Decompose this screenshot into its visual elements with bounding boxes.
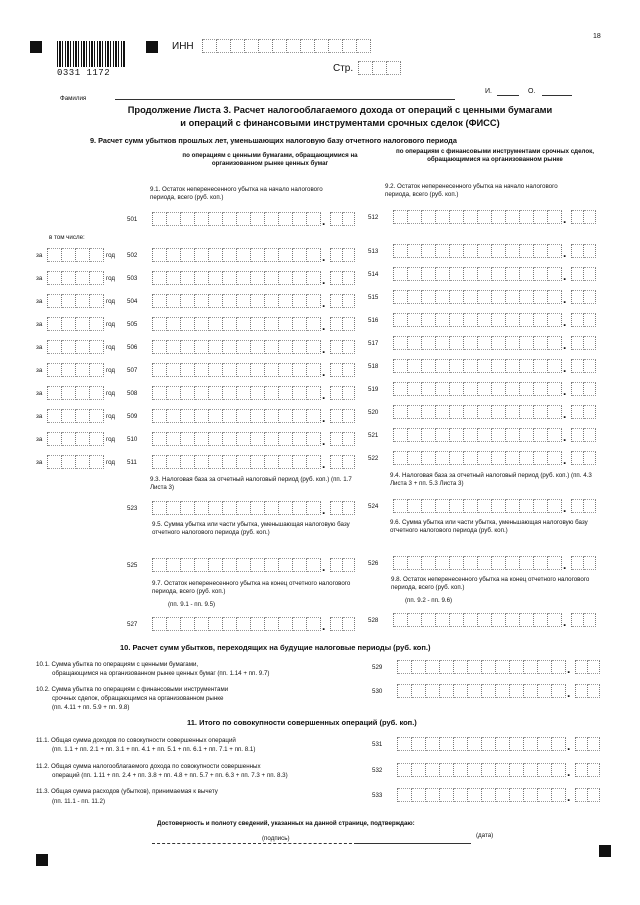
label-11-2a: 11.2. Общая сумма налогооблагаемого дохода по совокупности совершенных: [36, 763, 261, 770]
field-516-separator: .: [563, 315, 567, 329]
field-504-code: 504: [127, 298, 138, 305]
field-527-separator: .: [322, 619, 326, 633]
field-525-separator: .: [322, 560, 326, 574]
field-505-kop[interactable]: [330, 317, 355, 331]
field-513-code: 513: [368, 248, 379, 255]
year-prefix-label: за: [36, 344, 43, 351]
field-516-kop[interactable]: [571, 313, 596, 327]
field-501-code: 501: [127, 216, 138, 223]
field-523-code: 523: [127, 505, 138, 512]
field-511-rub[interactable]: [152, 455, 321, 469]
field-513-kop[interactable]: [571, 244, 596, 258]
loss-year-field-2[interactable]: [47, 294, 104, 308]
field-520-kop[interactable]: [571, 405, 596, 419]
signature-line[interactable]: [152, 843, 357, 844]
field-504-separator: .: [322, 296, 326, 310]
year-prefix-label: за: [36, 413, 43, 420]
field-525-kop[interactable]: [330, 558, 355, 572]
field-509-kop[interactable]: [330, 409, 355, 423]
label-9-2: 9.2. Остаток неперенесенного убытка на начало налогового периода, всего (руб. коп.): [385, 183, 558, 198]
field-528-rub[interactable]: [393, 613, 562, 627]
field-503-code: 503: [127, 275, 138, 282]
field-528-separator: .: [563, 615, 567, 629]
year-prefix-label: за: [36, 298, 43, 305]
label-9-8: 9.8. Остаток неперенесенного убытка на конец отчетного налогового периода, всего (руб. коп.): [391, 576, 590, 591]
field-517-code: 517: [368, 340, 379, 347]
signature-caption: (подпись): [262, 835, 290, 842]
field-512-rub[interactable]: [393, 210, 562, 224]
field-522-separator: .: [563, 453, 567, 467]
field-514-rub[interactable]: [393, 267, 562, 281]
label-11-1a: 11.1. Общая сумма доходов по совокупности совершенных операций: [36, 737, 236, 744]
field-517-separator: .: [563, 338, 567, 352]
field-528-kop[interactable]: [571, 613, 596, 627]
loss-year-field-5[interactable]: [47, 363, 104, 377]
field-518-separator: .: [563, 361, 567, 375]
section10-title: 10. Расчет сумм убытков, переходящих на будущие налоговые периоды (руб. коп.): [120, 643, 431, 652]
section11-title: 11. Итого по совокупности совершенных операций (руб. коп.): [187, 718, 417, 727]
field-531-code: 531: [372, 741, 383, 748]
loss-year-field-0[interactable]: [47, 248, 104, 262]
label-9-1: 9.1. Остаток неперенесенного убытка на начало налогового периода, всего (руб. коп.): [150, 186, 323, 201]
field-508-rub[interactable]: [152, 386, 321, 400]
field-531-rub[interactable]: [397, 737, 566, 751]
initial-o-label: О.: [528, 88, 536, 95]
field-517-kop[interactable]: [571, 336, 596, 350]
field-502-code: 502: [127, 252, 138, 259]
field-532-separator: .: [567, 765, 571, 779]
field-507-kop[interactable]: [330, 363, 355, 377]
label-10-2a: 10.2. Сумма убытка по операциям с финансовыми инструментами: [36, 686, 229, 693]
field-530-separator: .: [567, 686, 571, 700]
label-9-7: 9.7. Остаток неперенесенного убытка на конец отчетного налогового периода, всего (руб. коп.): [152, 580, 351, 595]
field-526-code: 526: [368, 560, 379, 567]
field-510-kop[interactable]: [330, 432, 355, 446]
barcode-number: 0331 1172: [57, 68, 111, 78]
field-529-kop[interactable]: [575, 660, 600, 674]
corner-marker-bottom-right: [599, 845, 611, 857]
field-525-rub[interactable]: [152, 558, 321, 572]
year-suffix-label: год: [106, 436, 116, 443]
field-520-separator: .: [563, 407, 567, 421]
field-504-rub[interactable]: [152, 294, 321, 308]
field-503-kop[interactable]: [330, 271, 355, 285]
field-521-rub[interactable]: [393, 428, 562, 442]
field-525-code: 525: [127, 562, 138, 569]
year-suffix-label: год: [106, 275, 116, 282]
field-512-code: 512: [368, 214, 379, 221]
field-524-kop[interactable]: [571, 499, 596, 513]
field-508-code: 508: [127, 390, 138, 397]
label-11-3a: 11.3. Общая сумма расходов (убытков), принимаемая к вычету: [36, 788, 218, 795]
year-suffix-label: год: [106, 252, 116, 259]
label-11-3b: (пп. 11.1 - пп. 11.2): [52, 798, 106, 805]
field-521-kop[interactable]: [571, 428, 596, 442]
page-number: 18: [593, 33, 601, 40]
loss-year-field-7[interactable]: [47, 409, 104, 423]
field-533-code: 533: [372, 792, 383, 799]
field-524-code: 524: [368, 503, 379, 510]
page-field[interactable]: [358, 61, 401, 75]
field-512-kop[interactable]: [571, 210, 596, 224]
field-530-rub[interactable]: [397, 684, 566, 698]
field-523-kop[interactable]: [330, 501, 355, 515]
corner-marker-bottom-left: [36, 854, 48, 866]
corner-marker-top-left: [30, 41, 42, 53]
field-520-rub[interactable]: [393, 405, 562, 419]
field-502-rub[interactable]: [152, 248, 321, 262]
section9-col-left-header: по операциям с ценными бумагами, обращающимися на организованном рынке ценных бумаг: [182, 152, 358, 167]
field-509-rub[interactable]: [152, 409, 321, 423]
field-524-separator: .: [563, 501, 567, 515]
field-522-rub[interactable]: [393, 451, 562, 465]
field-527-rub[interactable]: [152, 617, 321, 631]
field-508-separator: .: [322, 388, 326, 402]
field-515-kop[interactable]: [571, 290, 596, 304]
year-suffix-label: год: [106, 367, 116, 374]
year-prefix-label: за: [36, 367, 43, 374]
field-506-code: 506: [127, 344, 138, 351]
field-513-rub[interactable]: [393, 244, 562, 258]
surname-line[interactable]: [115, 99, 455, 100]
initial-i-line[interactable]: [497, 95, 519, 96]
field-510-code: 510: [127, 436, 138, 443]
field-531-separator: .: [567, 739, 571, 753]
field-511-kop[interactable]: [330, 455, 355, 469]
year-suffix-label: год: [106, 413, 116, 420]
field-504-kop[interactable]: [330, 294, 355, 308]
field-532-code: 532: [372, 767, 383, 774]
label-9-6: 9.6. Сумма убытка или части убытка, уменьшающая налоговую базу отчетного налогового периода (руб. коп.): [390, 519, 588, 534]
label-11-1b: (пп. 1.1 + пп. 2.1 + пп. 3.1 + пп. 4.1 + пп. 5.1 + пп. 6.1 + пп. 7.1 + пп. 8.1): [52, 746, 256, 753]
field-509-code: 509: [127, 413, 138, 420]
field-514-separator: .: [563, 269, 567, 283]
field-512-separator: .: [563, 212, 567, 226]
field-513-separator: .: [563, 246, 567, 260]
field-507-code: 507: [127, 367, 138, 374]
field-529-rub[interactable]: [397, 660, 566, 674]
footer-confirm: Достоверность и полноту сведений, указанных на данной странице, подтверждаю:: [157, 820, 415, 827]
field-509-separator: .: [322, 411, 326, 425]
barcode: [57, 41, 125, 67]
field-503-separator: .: [322, 273, 326, 287]
label-9-3: 9.3. Налоговая база за отчетный налоговый период (руб. коп.) (пп. 1.7 Листа 3): [150, 476, 352, 491]
loss-year-field-1[interactable]: [47, 271, 104, 285]
field-519-code: 519: [368, 386, 379, 393]
field-521-separator: .: [563, 430, 567, 444]
field-514-kop[interactable]: [571, 267, 596, 281]
field-510-rub[interactable]: [152, 432, 321, 446]
field-518-rub[interactable]: [393, 359, 562, 373]
field-526-rub[interactable]: [393, 556, 562, 570]
field-508-kop[interactable]: [330, 386, 355, 400]
date-caption: (дата): [476, 832, 494, 839]
field-518-code: 518: [368, 363, 379, 370]
field-533-separator: .: [567, 790, 571, 804]
field-505-rub[interactable]: [152, 317, 321, 331]
field-529-code: 529: [372, 664, 383, 671]
field-511-separator: .: [322, 457, 326, 471]
field-514-code: 514: [368, 271, 379, 278]
year-suffix-label: год: [106, 344, 116, 351]
initial-o-line[interactable]: [542, 95, 572, 96]
label-10-2c: (пп. 4.11 + пп. 5.9 + пп. 9.8): [52, 704, 130, 711]
field-523-separator: .: [322, 503, 326, 517]
field-520-code: 520: [368, 409, 379, 416]
loss-year-field-4[interactable]: [47, 340, 104, 354]
field-506-separator: .: [322, 342, 326, 356]
field-502-separator: .: [322, 250, 326, 264]
year-prefix-label: за: [36, 252, 43, 259]
label-11-2b: операций (пп. 1.11 + пп. 2.4 + пп. 3.8 + пп. 4.8 + пп. 5.7 + пп. 6.3 + пп. 7.3 + пп. 8.3): [52, 772, 288, 779]
year-prefix-label: за: [36, 459, 43, 466]
field-522-kop[interactable]: [571, 451, 596, 465]
field-529-separator: .: [567, 662, 571, 676]
section9-col-right-header: по операциям с финансовыми инструментами срочных сделок, обращающимися на организованном рынке: [396, 148, 594, 163]
field-519-separator: .: [563, 384, 567, 398]
field-533-rub[interactable]: [397, 788, 566, 802]
inn-label: ИНН: [172, 41, 194, 52]
field-501-kop[interactable]: [330, 212, 355, 226]
field-501-separator: .: [322, 214, 326, 228]
field-526-separator: .: [563, 558, 567, 572]
field-506-kop[interactable]: [330, 340, 355, 354]
field-530-code: 530: [372, 688, 383, 695]
field-516-code: 516: [368, 317, 379, 324]
label-9-7-formula: (пп. 9.1 - пп. 9.5): [168, 601, 216, 608]
field-507-rub[interactable]: [152, 363, 321, 377]
year-suffix-label: год: [106, 390, 116, 397]
field-522-code: 522: [368, 455, 379, 462]
year-prefix-label: за: [36, 390, 43, 397]
label-10-1a: 10.1. Сумма убытка по операциям с ценными бумагами,: [36, 661, 199, 668]
field-530-kop[interactable]: [575, 684, 600, 698]
label-10-1b: обращающимся на организованном рынке ценных бумаг (пп. 1.14 + пп. 9.7): [52, 670, 270, 677]
year-suffix-label: год: [106, 459, 116, 466]
surname-label: Фамилия: [60, 95, 87, 102]
field-507-separator: .: [322, 365, 326, 379]
year-prefix-label: за: [36, 275, 43, 282]
field-502-kop[interactable]: [330, 248, 355, 262]
page-title-line1: Продолжение Листа 3. Расчет налогооблагаемого дохода от операций с ценными бумагами: [127, 105, 553, 115]
field-533-kop[interactable]: [575, 788, 600, 802]
field-515-rub[interactable]: [393, 290, 562, 304]
field-531-kop[interactable]: [575, 737, 600, 751]
field-511-code: 511: [127, 459, 137, 466]
page-label: Стр.: [333, 63, 354, 74]
field-524-rub[interactable]: [393, 499, 562, 513]
in-that-label: в том числе:: [49, 234, 85, 241]
section9-title: 9. Расчет сумм убытков прошлых лет, уменьшающих налоговую базу отчетного налогового периода: [90, 136, 457, 145]
loss-year-field-3[interactable]: [47, 317, 104, 331]
loss-year-field-8[interactable]: [47, 432, 104, 446]
field-523-rub[interactable]: [152, 501, 321, 515]
field-510-separator: .: [322, 434, 326, 448]
field-526-kop[interactable]: [571, 556, 596, 570]
field-501-rub[interactable]: [152, 212, 321, 226]
field-527-kop[interactable]: [330, 617, 355, 631]
field-515-separator: .: [563, 292, 567, 306]
loss-year-field-6[interactable]: [47, 386, 104, 400]
label-9-5: 9.5. Сумма убытка или части убытка, уменьшающая налоговую базу отчетного налогового периода (руб. коп.): [152, 521, 350, 536]
year-prefix-label: за: [36, 321, 43, 328]
field-532-kop[interactable]: [575, 763, 600, 777]
inn-field[interactable]: [202, 39, 371, 53]
field-503-rub[interactable]: [152, 271, 321, 285]
field-519-rub[interactable]: [393, 382, 562, 396]
year-suffix-label: год: [106, 321, 116, 328]
field-517-rub[interactable]: [393, 336, 562, 350]
field-506-rub[interactable]: [152, 340, 321, 354]
loss-year-field-9[interactable]: [47, 455, 104, 469]
field-516-rub[interactable]: [393, 313, 562, 327]
field-532-rub[interactable]: [397, 763, 566, 777]
field-519-kop[interactable]: [571, 382, 596, 396]
field-527-code: 527: [127, 621, 138, 628]
initial-i-label: И.: [485, 88, 492, 95]
field-505-separator: .: [322, 319, 326, 333]
field-505-code: 505: [127, 321, 138, 328]
field-518-kop[interactable]: [571, 359, 596, 373]
field-515-code: 515: [368, 294, 379, 301]
label-9-4: 9.4. Налоговая база за отчетный налоговый период (руб. коп.) (пп. 4.3 Листа 3 + пп. 5.3 Листа 3): [390, 472, 592, 487]
field-521-code: 521: [368, 432, 379, 439]
corner-marker-top-mid: [146, 41, 158, 53]
page-title-line2: и операций с финансовыми инструментами срочных сделок (ФИСС): [180, 118, 500, 128]
date-line[interactable]: [356, 843, 471, 844]
year-prefix-label: за: [36, 436, 43, 443]
year-suffix-label: год: [106, 298, 116, 305]
label-9-8-formula: (пп. 9.2 - пп. 9.6): [405, 597, 453, 604]
label-10-2b: срочных сделок, обращающимся на организованном рынке: [52, 695, 224, 702]
field-528-code: 528: [368, 617, 379, 624]
